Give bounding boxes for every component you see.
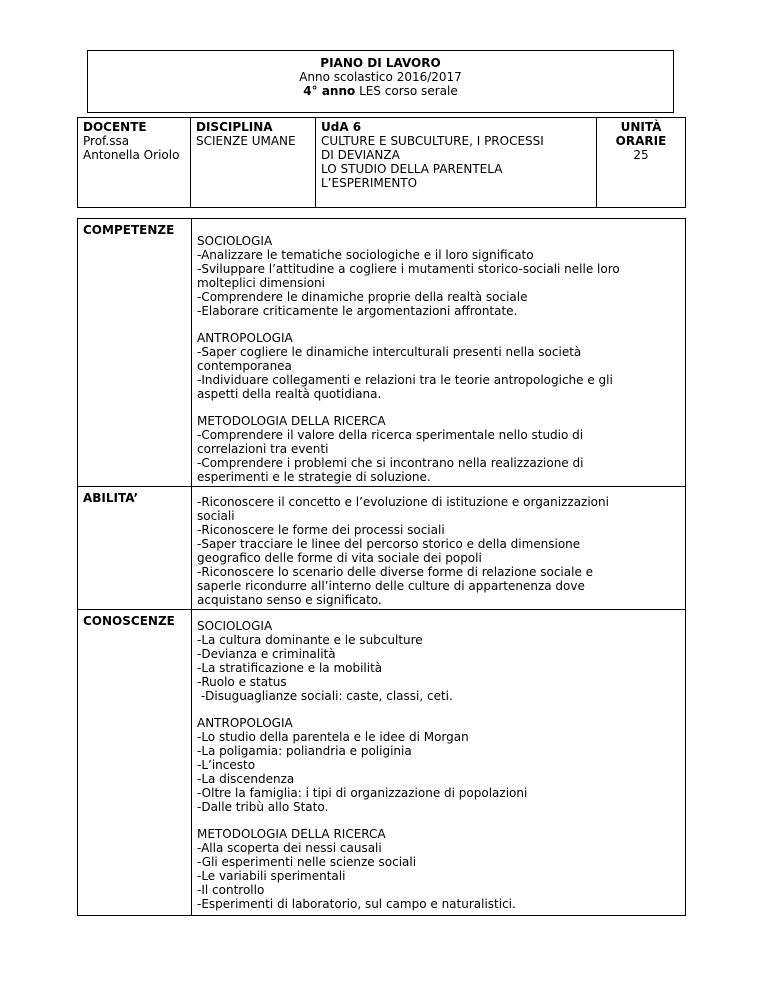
class-course: LES corso serale [355,84,458,98]
list-item: saperle ricondurre all’interno delle culture di appartenenza dove [197,579,585,593]
uda-line: CULTURE E SUBCULTURE, I PROCESSI [321,134,544,148]
list-item: -Comprendere il valore della ricerca sperimentale nello studio di [197,428,584,442]
abilita-label: ABILITA’ [78,487,192,610]
competenze-label: COMPETENZE [78,219,192,487]
header-box [87,50,674,113]
docente-line-2: Antonella Oriolo [83,148,180,162]
class-line [88,84,673,98]
list-item: -Alla scoperta dei nessi causali [197,841,382,855]
section-title: ANTROPOLOGIA [197,331,293,345]
section-title: METODOLOGIA DELLA RICERCA [197,414,386,428]
list-item: -Il controllo [197,883,265,897]
list-item: -Riconoscere le forme dei processi sociali [197,523,445,537]
list-item: -La discendenza [197,772,295,786]
disciplina-cell [191,118,316,208]
docente-line-1: Prof.ssa [83,134,130,148]
list-item: -Comprendere le dinamiche proprie della realtà sociale [197,290,528,304]
list-item: sociali [197,509,235,523]
list-item: -Comprendere i problemi che si incontrano nella realizzazione di [197,456,584,470]
list-item: esperimenti e le strategie di soluzione. [197,470,431,484]
section-title: METODOLOGIA DELLA RICERCA [197,827,386,841]
list-item: -Lo studio della parentela e le idee di Morgan [197,730,469,744]
list-item: -Oltre la famiglia: i tipi di organizzazione di popolazioni [197,786,528,800]
list-item: -Ruolo e status [197,675,287,689]
list-item: -Disuguaglianze sociali: caste, classi, ceti. [197,689,453,703]
list-item: -Esperimenti di laboratorio, sul campo e naturalistici. [197,897,516,911]
list-item: -La poligamia: poliandria e poliginia [197,744,412,758]
list-item: acquistano senso e significato. [197,593,382,607]
list-item: geografico delle forme di vita sociale dei popoli [197,551,482,565]
list-item: -L’incesto [197,758,256,772]
section-title: ANTROPOLOGIA [197,716,293,730]
unita-label-2: ORARIE [615,134,667,148]
list-item: -La cultura dominante e le subculture [197,633,423,647]
list-item: -Sviluppare l’attitudine a cogliere i mutamenti storico-sociali nelle loro [197,262,620,276]
list-item: correlazioni tra eventi [197,442,329,456]
list-item: -Gli esperimenti nelle scienze sociali [197,855,417,869]
list-item: contemporanea [197,359,292,373]
school-year: Anno scolastico 2016/2017 [299,70,462,84]
doc-title: PIANO DI LAVORO [320,56,441,70]
docente-cell [78,118,191,208]
unita-label-1: UNITÀ [620,120,662,134]
uda-line: DI DEVIANZA [321,148,400,162]
section-title: SOCIOLOGIA [197,619,273,633]
list-item: -Dalle tribù allo Stato. [197,800,329,814]
uda-label: UdA 6 [321,120,362,134]
list-item: aspetti della realtà quotidiana. [197,387,382,401]
uda-cell [316,118,597,208]
main-table [77,218,686,916]
list-item: -Individuare collegamenti e relazioni tra le teorie antropologiche e gli [197,373,613,387]
list-item: -Devianza e criminalità [197,647,336,661]
info-table [77,117,686,208]
list-item: -Riconoscere lo scenario delle diverse forme di relazione sociale e [197,565,594,579]
list-item: -Analizzare le tematiche sociologiche e il loro significato [197,248,534,262]
uda-line: LO STUDIO DELLA PARENTELA [321,162,503,176]
list-item: -Saper tracciare le linee del percorso storico e della dimensione [197,537,581,551]
uda-line: L’ESPERIMENTO [321,176,418,190]
list-item: -La stratificazione e la mobilità [197,661,383,675]
disciplina-value: SCIENZE UMANE [196,134,296,148]
list-item: -Riconoscere il concetto e l’evoluzione di istituzione e organizzazioni [197,495,609,509]
list-item: -Le variabili sperimentali [197,869,346,883]
conoscenze-label: CONOSCENZE [78,610,192,916]
docente-label: DOCENTE [83,120,147,134]
section-title: SOCIOLOGIA [197,234,273,248]
list-item: molteplici dimensioni [197,276,325,290]
class-year: 4° anno [303,84,356,98]
unita-value: 25 [633,148,649,162]
conoscenze-content [192,610,686,916]
disciplina-label: DISCIPLINA [196,120,273,134]
list-item: -Elaborare criticamente le argomentazioni affrontate. [197,304,518,318]
unita-cell [597,118,686,208]
competenze-content [192,219,686,487]
list-item: -Saper cogliere le dinamiche interculturali presenti nella società [197,345,582,359]
abilita-content [192,487,686,610]
